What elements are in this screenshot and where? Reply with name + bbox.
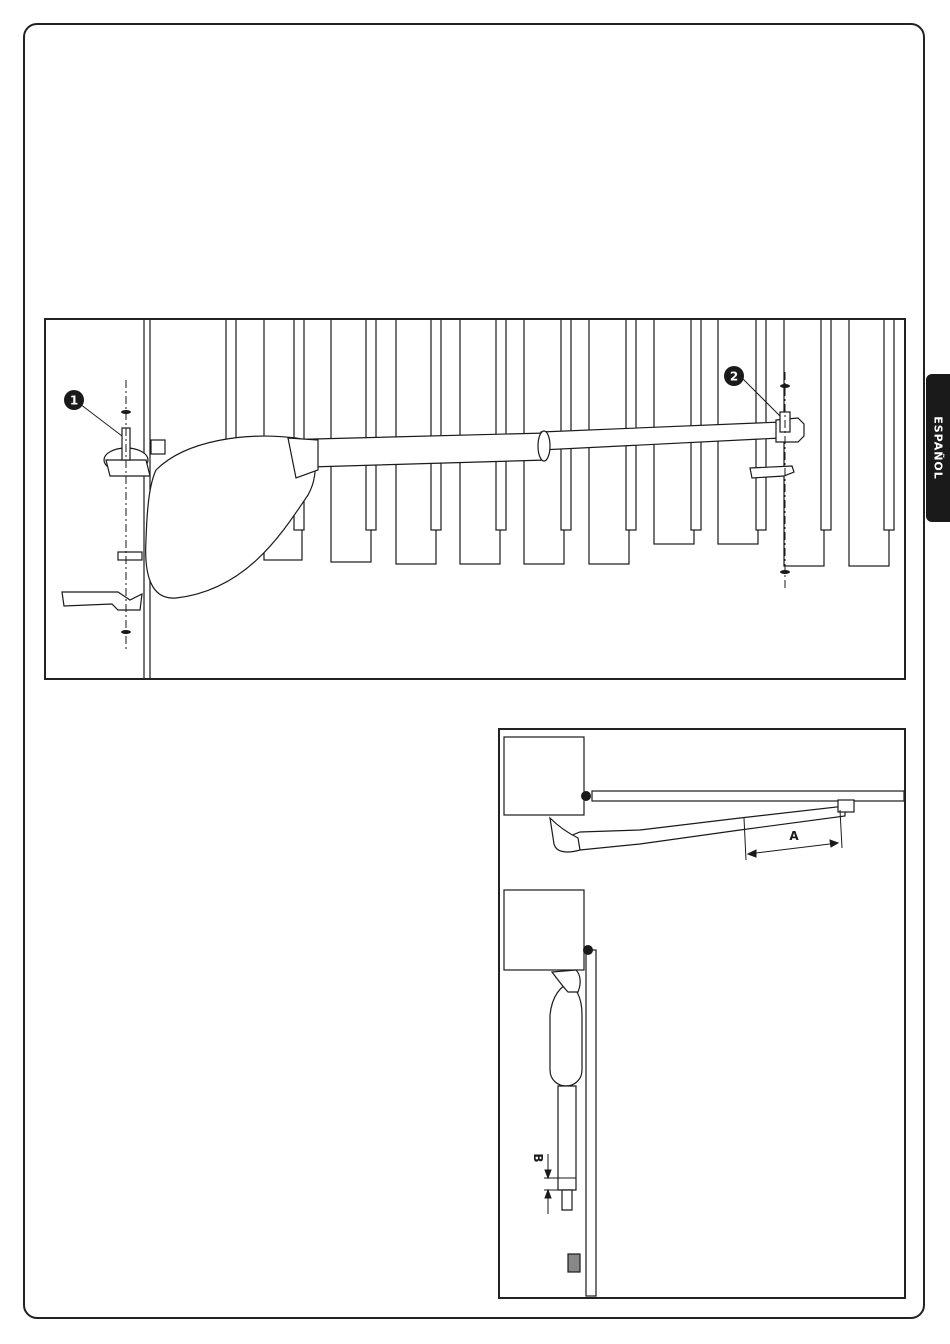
callout-1-label: 1 bbox=[69, 393, 79, 408]
language-tab bbox=[926, 374, 950, 522]
dimension-a-label: A bbox=[789, 829, 799, 843]
callout-1 bbox=[64, 390, 84, 410]
callout-2-label: 2 bbox=[729, 369, 739, 384]
dimension-b-label: B bbox=[531, 1153, 545, 1163]
hinge-open-icon bbox=[583, 945, 593, 955]
figure-operator-installation bbox=[44, 318, 906, 680]
callout-2 bbox=[724, 366, 744, 386]
arm-positions-drawing bbox=[500, 730, 904, 1297]
hinge-closed-icon bbox=[581, 791, 591, 801]
figure-arm-positions bbox=[498, 728, 906, 1299]
language-tab-label: ESPAÑOL bbox=[931, 416, 945, 480]
operator-drawing bbox=[46, 320, 904, 678]
